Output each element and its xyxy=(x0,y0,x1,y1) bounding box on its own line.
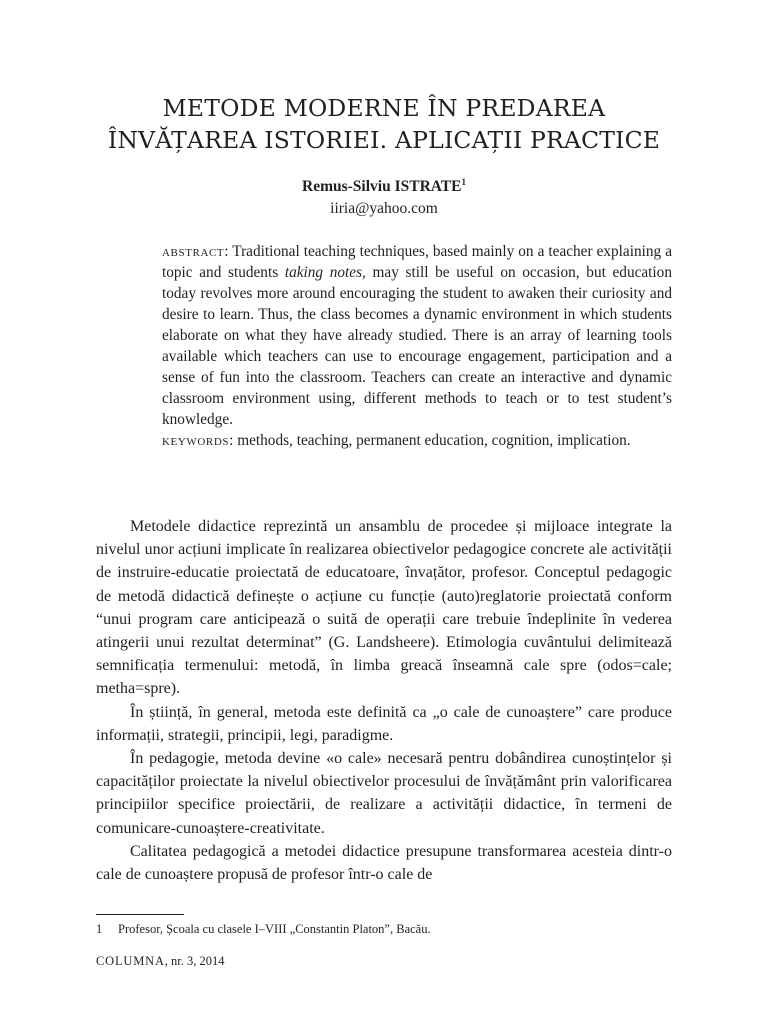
author-name-text: Remus-Silviu ISTRATE xyxy=(302,178,462,196)
abstract-block xyxy=(162,241,672,451)
abstract-text-after: , may still be useful on occasion, but education today revolves more around encouraging the student to awaken their curiosity and desire to learn. Thus, the class becomes a dynamic environment in which students elaborate on what they have already studied. There is an array of learning tools available which teachers can use to encourage engagement, participation and a sense of fun into the classroom. Teachers can create an interactive and dynamic classroom environment using, different methods to teach or to test student’s knowledge. xyxy=(162,264,672,428)
body-text xyxy=(96,515,672,886)
author-name xyxy=(0,177,768,196)
author-footnote-mark: 1 xyxy=(461,177,466,187)
body-paragraph-4: Calitatea pedagogică a metodei didactice presupune transformarea acesteia dintr-o cale de cunoaștere propusă de profesor într-o cale de xyxy=(96,842,672,884)
keywords-text: : methods, teaching, permanent education, cognition, implication. xyxy=(229,432,631,449)
abstract-text-before: : Traditional teaching techniques, based mainly on a teacher explaining a topic and students xyxy=(162,243,672,281)
title-line-2: ÎNVĂȚAREA ISTORIEI. APLICAȚII PRACTICE xyxy=(107,126,661,154)
page-footer xyxy=(96,954,225,969)
footnote-number: 1 xyxy=(96,922,103,936)
abstract-text-italic: taking notes xyxy=(284,264,363,281)
keywords-label: keywords xyxy=(162,432,230,449)
abstract-paragraph xyxy=(162,241,672,430)
keywords-paragraph xyxy=(162,430,672,451)
journal-name: COLUMNA xyxy=(96,954,165,968)
footnote-divider xyxy=(96,914,184,915)
author-email: iiria@yahoo.com xyxy=(330,200,438,217)
footnote-text: Profesor, Școala cu clasele I–VIII „Constantin Platon”, Bacău. xyxy=(118,922,431,936)
body-paragraph-2: În știință, în general, metoda este definită ca „o cale de cunoaștere” care produce informații, strategii, principii, legi, paradigme. xyxy=(96,703,672,744)
body-paragraph-3: În pedagogie, metoda devine «o cale» necesară pentru dobândirea cunoștințelor și capacităților proiectate la nivelul obiectivelor procesului de învățământ prin valorificarea principiilor specifice proiectării, de realizare a activității didactice, în termeni de comunicare-cunoaștere-creativitate. xyxy=(96,750,672,837)
footnote xyxy=(96,921,672,937)
title-line-1: METODE MODERNE ÎN PREDAREA xyxy=(162,94,606,122)
paper-title xyxy=(60,92,708,156)
journal-issue: , nr. 3, 2014 xyxy=(164,954,225,968)
abstract-label: abstract xyxy=(162,243,225,260)
body-paragraph-1: Metodele didactice reprezintă un ansamblu de procedee și mijloace integrate la nivelul unor acțiuni implicate în realizarea obiectivelor pedagogice concrete ale activității de instruire-educatie proiectată de educatoare, învațător, profesor. Conceptul pedagogic de metodă didactică definește o acțiune cu funcție (auto)reglatorie proiectată conform “unui program care anticipează o suită de operații care trebuie îndeplinite în vederea atingerii unui rezultat determinat” (G. Landsheere). Etimologia cuvântului delimitează semnificația termenului: metodă, în limba greacă înseamnă cale spre (odos=cale; metha=spre). xyxy=(96,518,672,698)
